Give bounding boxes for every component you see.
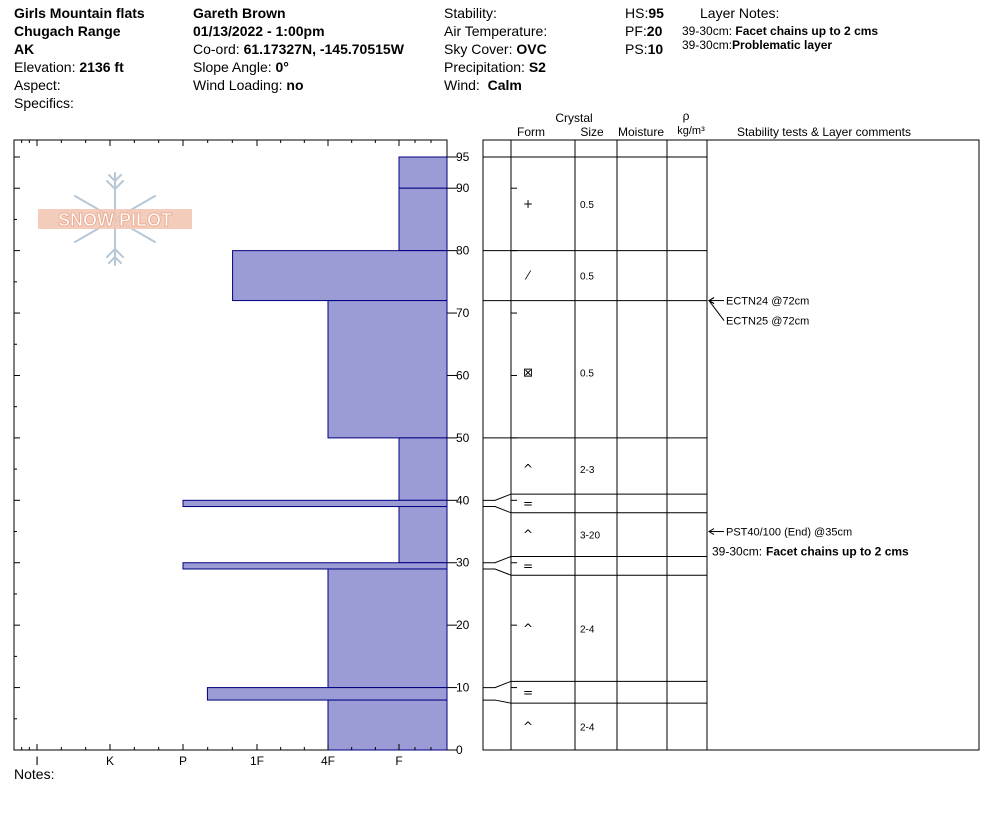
layer-note-range: 39-30cm: bbox=[682, 24, 733, 38]
stability-test-label: PST40/100 (End) @35cm bbox=[726, 526, 853, 539]
layer-table-frame bbox=[483, 140, 979, 750]
crystal-size-value: 2-4 bbox=[580, 722, 595, 734]
layer-table-rows bbox=[483, 157, 707, 750]
depth-connector bbox=[483, 569, 511, 575]
depth-connector bbox=[483, 556, 511, 562]
specifics-label: Specifics: bbox=[14, 95, 74, 111]
slope-label: Slope Angle: bbox=[193, 59, 272, 75]
sky-cover-label: Sky Cover: bbox=[444, 41, 513, 57]
crystal-form-symbol: ⊠ bbox=[522, 365, 534, 380]
hardness-bar bbox=[399, 507, 447, 563]
depth-tick-label: 90 bbox=[456, 181, 470, 196]
stability-label: Stability: bbox=[444, 5, 497, 21]
stability-test-label: ECTN25 @72cm bbox=[726, 315, 810, 328]
hardness-tick-label: K bbox=[105, 754, 115, 768]
hardness-bar bbox=[399, 438, 447, 500]
hardness-tick-label: 1F bbox=[249, 754, 265, 768]
layer-note-text: Facet chains up to 2 cms bbox=[735, 24, 879, 38]
depth-connector bbox=[483, 507, 511, 513]
depth-tick-label: 40 bbox=[456, 493, 470, 508]
layer-notes-title: Layer Notes: bbox=[700, 5, 780, 21]
crystal-form-symbol: ^ bbox=[522, 462, 534, 477]
logo-text: SNOW PILOT bbox=[58, 210, 172, 230]
wind-value: Calm bbox=[487, 77, 522, 93]
crystal-form-symbol: = bbox=[522, 685, 534, 700]
aspect-label: Aspect: bbox=[14, 77, 61, 93]
depth-tick-label: 70 bbox=[456, 306, 470, 321]
crystal-size-value: 0.5 bbox=[580, 368, 594, 380]
hardness-bar bbox=[328, 301, 447, 438]
hardness-tick-label: 4F bbox=[320, 754, 336, 768]
depth-tick-label: 80 bbox=[456, 243, 470, 258]
crystal-form-symbol: ⁄ bbox=[526, 268, 530, 283]
hardness-bars bbox=[183, 157, 447, 750]
depth-connector bbox=[483, 494, 511, 500]
hardness-bar bbox=[399, 157, 447, 188]
crystal-marks bbox=[523, 197, 600, 734]
crystal-form-symbol: = bbox=[522, 558, 534, 573]
ps-label: PS: bbox=[625, 41, 648, 57]
depth-connector bbox=[483, 681, 511, 687]
wind-loading-value: no bbox=[286, 77, 304, 93]
coord-label: Co-ord: bbox=[193, 41, 240, 57]
coord-value: 61.17327N, -145.70515W bbox=[243, 41, 404, 57]
snow-pilot-logo bbox=[38, 173, 192, 265]
depth-tick-label: 30 bbox=[456, 555, 470, 570]
observation-datetime: 01/13/2022 - 1:00pm bbox=[193, 23, 325, 39]
crystal-header: Crystal bbox=[555, 111, 593, 125]
hardness-tick-label: I bbox=[35, 754, 39, 768]
hs-label: HS: bbox=[625, 5, 649, 21]
depth-tick-label: 20 bbox=[456, 618, 470, 633]
hardness-tick-label: P bbox=[178, 754, 188, 768]
notes-label: Notes: bbox=[14, 766, 55, 782]
crystal-size-value: 3-20 bbox=[580, 530, 601, 542]
depth-tick-label: 60 bbox=[456, 368, 470, 383]
layer-comment-range: 39-30cm: bbox=[712, 544, 763, 559]
pf-value: 20 bbox=[646, 23, 663, 39]
ps-value: 10 bbox=[647, 41, 664, 57]
table-headers bbox=[517, 109, 911, 139]
hardness-bar bbox=[328, 569, 447, 688]
depth-tick-label: 95 bbox=[456, 150, 470, 164]
depth-tick-label: 10 bbox=[456, 680, 470, 695]
layer-comment-text: Facet chains up to 2 cms bbox=[766, 544, 909, 559]
crystal-size-value: 0.5 bbox=[580, 271, 594, 283]
elevation-value: 2136 ft bbox=[79, 59, 124, 75]
crystal-form-symbol: ^ bbox=[522, 719, 534, 734]
location-name: Girls Mountain flats bbox=[14, 5, 145, 21]
stability-tests bbox=[709, 296, 909, 559]
crystal-size-value: 0.5 bbox=[580, 199, 594, 211]
crystal-form-symbol: + bbox=[522, 196, 534, 211]
test-arrow-line bbox=[709, 301, 724, 321]
crystal-form-symbol: = bbox=[522, 496, 534, 511]
layer-note-text: Problematic layer bbox=[732, 38, 833, 52]
crystal-form-symbol: ^ bbox=[522, 621, 534, 636]
precip-value: S2 bbox=[528, 59, 546, 75]
state-code: AK bbox=[14, 41, 35, 57]
hardness-bar bbox=[233, 251, 447, 301]
hardness-bar bbox=[328, 700, 447, 750]
elevation-label: Elevation: bbox=[14, 59, 76, 75]
moisture-header: Moisture bbox=[617, 125, 665, 139]
sky-cover-value: OVC bbox=[516, 41, 547, 57]
hardness-bar bbox=[183, 563, 447, 569]
depth-tick-label: 0 bbox=[456, 743, 463, 757]
hs-value: 95 bbox=[648, 5, 664, 21]
crystal-size-value: 2-4 bbox=[580, 624, 595, 636]
rho-header: ρ bbox=[682, 109, 690, 123]
hardness-bar bbox=[207, 688, 447, 700]
form-header: Form bbox=[517, 125, 545, 139]
hardness-bar bbox=[183, 500, 447, 506]
hardness-tick-label: F bbox=[395, 754, 403, 768]
comments-header: Stability tests & Layer comments bbox=[736, 125, 912, 139]
density-unit-header: kg/m³ bbox=[677, 125, 705, 137]
depth-connector bbox=[483, 700, 511, 703]
slope-value: 0° bbox=[275, 59, 289, 75]
size-header: Size bbox=[580, 125, 604, 139]
observer-name: Gareth Brown bbox=[193, 5, 286, 21]
layer-note-range: 39-30cm: bbox=[682, 38, 733, 52]
pf-label: PF: bbox=[625, 23, 647, 39]
crystal-form-symbol: ^ bbox=[522, 527, 534, 542]
hardness-bar bbox=[399, 188, 447, 250]
wind-label: Wind: bbox=[444, 77, 480, 93]
precip-label: Precipitation: bbox=[444, 59, 525, 75]
crystal-size-value: 2-3 bbox=[580, 465, 595, 477]
mountain-range: Chugach Range bbox=[14, 23, 121, 39]
stability-test-label: ECTN24 @72cm bbox=[726, 295, 810, 308]
layer-table-columns bbox=[511, 140, 707, 750]
wind-loading-label: Wind Loading: bbox=[193, 77, 283, 93]
depth-tick-label: 50 bbox=[456, 430, 470, 445]
air-temp-label: Air Temperature: bbox=[444, 23, 548, 39]
